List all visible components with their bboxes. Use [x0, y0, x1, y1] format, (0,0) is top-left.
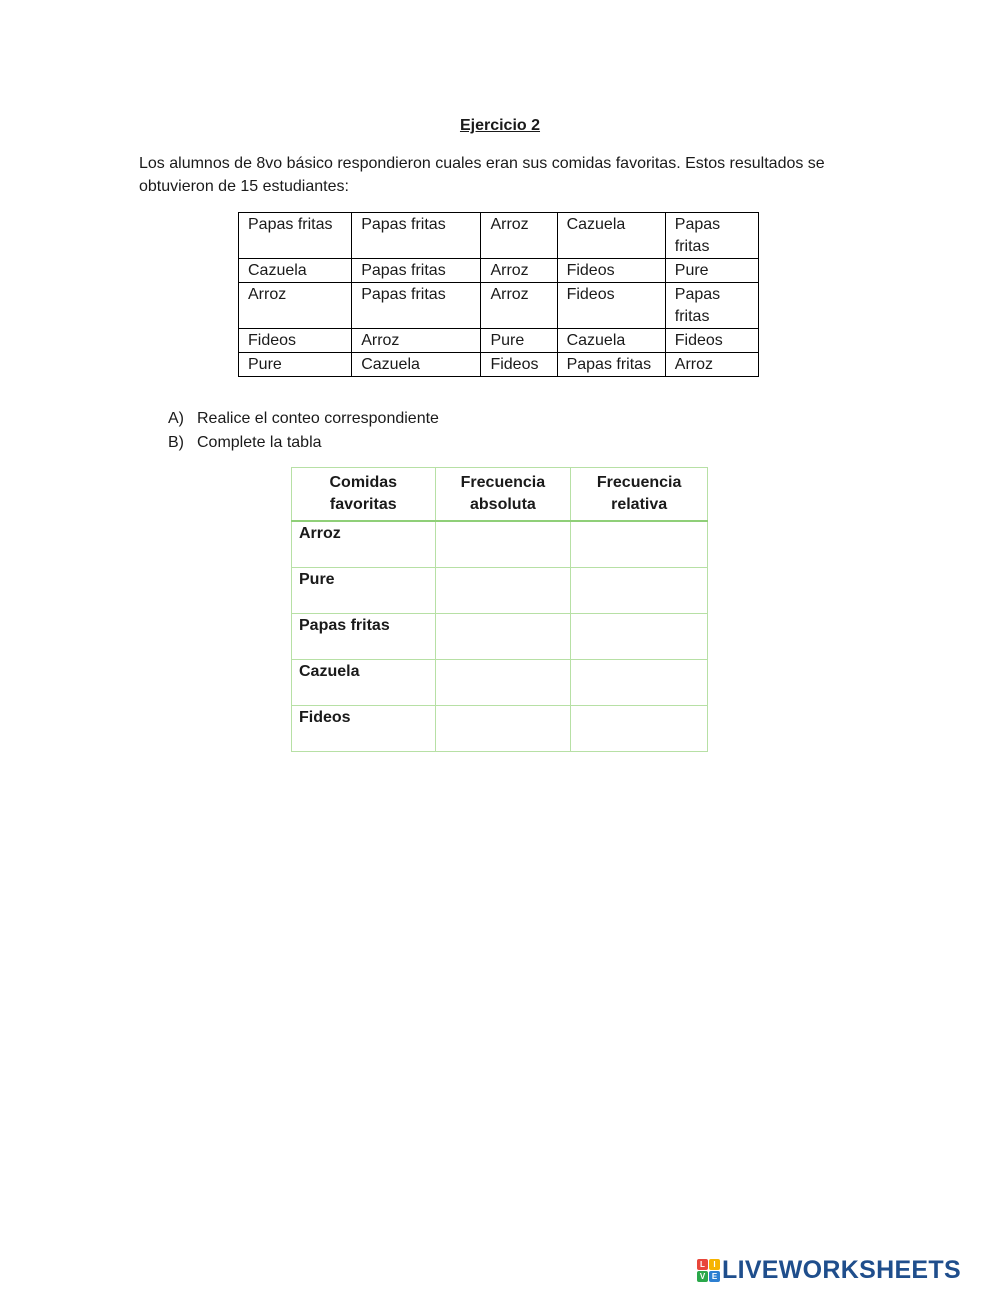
absolute-frequency-cell[interactable]: [435, 614, 571, 660]
question-text: Realice el conteo correspondiente: [197, 410, 439, 427]
header-frecuencia-absoluta: Frecuencia absoluta: [435, 468, 571, 522]
responses-table: [238, 212, 759, 377]
table-cell: Cazuela: [352, 353, 481, 377]
logo-letter: L: [697, 1259, 708, 1270]
table-cell: Papas fritas: [665, 213, 758, 259]
question-text: Complete la tabla: [197, 433, 322, 451]
logo-letter: I: [709, 1259, 720, 1270]
table-row: [239, 353, 759, 377]
table-cell: Fideos: [665, 329, 758, 353]
table-cell: Papas fritas: [352, 259, 481, 283]
table-cell: Arroz: [481, 213, 557, 259]
table-cell: Fideos: [239, 329, 352, 353]
table-cell: Pure: [239, 353, 352, 377]
frequency-row-arroz: [292, 521, 708, 568]
food-label: Arroz: [292, 521, 436, 568]
table-cell: Arroz: [481, 283, 557, 329]
frequency-row-pure: [292, 568, 708, 614]
table-row: [239, 329, 759, 353]
frequency-row-papas-fritas: [292, 614, 708, 660]
absolute-frequency-cell[interactable]: [435, 660, 571, 706]
food-label: Fideos: [292, 706, 436, 752]
question-list: [168, 407, 439, 454]
table-cell: Cazuela: [557, 213, 665, 259]
question-item: [168, 407, 439, 431]
relative-frequency-cell[interactable]: [571, 568, 708, 614]
relative-frequency-cell[interactable]: [571, 521, 708, 568]
table-cell: Arroz: [665, 353, 758, 377]
exercise-title: Ejercicio 2: [459, 117, 541, 134]
absolute-frequency-cell[interactable]: [435, 706, 571, 752]
logo-letter: V: [697, 1271, 708, 1282]
logo-wordmark: LIVEWORKSHEETS: [722, 1256, 961, 1284]
question-letter: A): [168, 410, 184, 427]
table-cell: Arroz: [239, 283, 352, 329]
table-cell: Fideos: [557, 283, 665, 329]
relative-frequency-cell[interactable]: [571, 706, 708, 752]
question-letter: B): [168, 433, 184, 451]
table-row: [239, 259, 759, 283]
table-cell: Arroz: [352, 329, 481, 353]
table-cell: Papas fritas: [352, 213, 481, 259]
frequency-row-fideos: [292, 706, 708, 752]
table-cell: Fideos: [557, 259, 665, 283]
frequency-table: [291, 467, 708, 752]
table-row: [239, 283, 759, 329]
relative-frequency-cell[interactable]: [571, 614, 708, 660]
frequency-header-row: [292, 468, 708, 522]
relative-frequency-cell[interactable]: [571, 660, 708, 706]
food-label: Pure: [292, 568, 436, 614]
table-cell: Papas fritas: [352, 283, 481, 329]
logo-letter: E: [709, 1271, 720, 1282]
table-row: [239, 213, 759, 259]
table-cell: Fideos: [481, 353, 557, 377]
absolute-frequency-cell[interactable]: [435, 568, 571, 614]
table-cell: Papas fritas: [665, 283, 758, 329]
food-label: Papas fritas: [292, 614, 436, 660]
table-cell: Pure: [665, 259, 758, 283]
table-cell: Pure: [481, 329, 557, 353]
frequency-row-cazuela: [292, 660, 708, 706]
logo-mark-icon: [697, 1259, 720, 1282]
table-cell: Arroz: [481, 259, 557, 283]
intro-paragraph: Los alumnos de 8vo básico respondieron cuales eran sus comidas favoritas. Estos resultados se obtuvieron de 15 estudiantes:: [139, 155, 825, 195]
header-comidas-favoritas: Comidas favoritas: [292, 468, 436, 522]
table-cell: Papas fritas: [557, 353, 665, 377]
table-cell: Papas fritas: [239, 213, 352, 259]
question-item: [168, 431, 439, 455]
table-cell: Cazuela: [239, 259, 352, 283]
table-cell: Cazuela: [557, 329, 665, 353]
absolute-frequency-cell[interactable]: [435, 521, 571, 568]
header-frecuencia-relativa: Frecuencia relativa: [571, 468, 708, 522]
liveworksheets-logo: [697, 1257, 961, 1283]
food-label: Cazuela: [292, 660, 436, 706]
